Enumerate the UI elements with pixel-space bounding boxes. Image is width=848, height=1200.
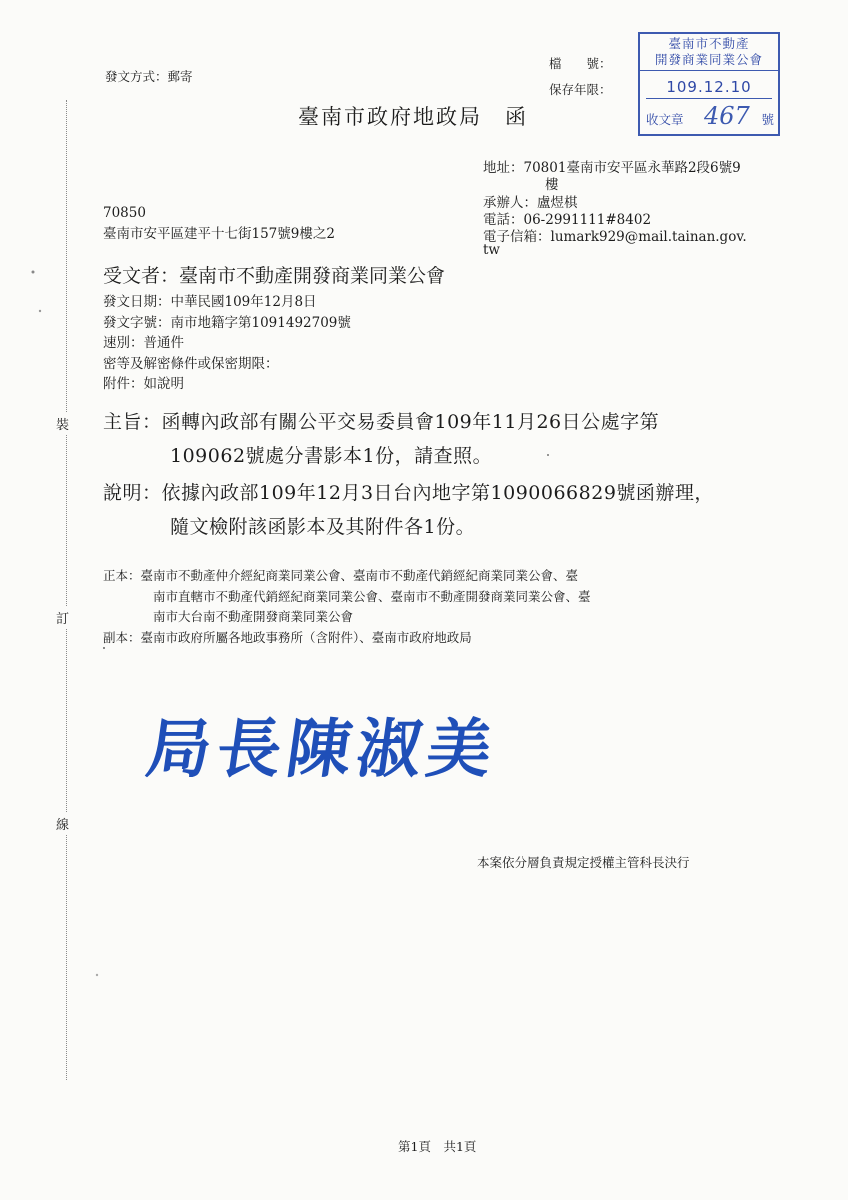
email-line1: 電子信箱：lumark929@mail.tainan.gov.: [483, 229, 747, 245]
binding-char-zhuang: 裝: [56, 412, 69, 435]
explanation-line1: 說明：依據內政部109年12月3日台內地字第1090066829號函辦理，: [103, 482, 714, 504]
recipient: 受文者：臺南市不動產開發商業同業公會: [103, 265, 446, 287]
email-line2: tw: [483, 242, 500, 258]
speck: [547, 454, 549, 456]
stamp-receipt-label: 收文章: [646, 112, 684, 127]
address-line2: 樓: [545, 177, 559, 193]
send-method: 發文方式：郵寄: [105, 69, 193, 84]
binding-char-xian: 線: [56, 812, 69, 835]
binding-char-ding: 訂: [56, 606, 69, 629]
delegation-note: 本案依分層負責規定授權主管科長決行: [477, 855, 690, 870]
document-number: 發文字號：南市地籍字第1091492709號: [103, 315, 351, 331]
attachment: 附件：如說明: [103, 376, 184, 392]
file-number-label: 檔 號：: [549, 56, 612, 71]
stamp-date: 109.12.10: [646, 78, 772, 99]
speed: 速別：普通件: [103, 335, 184, 351]
secrecy: 密等及解密條件或保密期限：: [103, 356, 279, 372]
speck: [96, 974, 98, 976]
stamp-org-line2: 開發商業同業公會: [654, 52, 763, 67]
document-title: 臺南市政府地政局 函: [298, 105, 528, 129]
subject-line1: 主旨：函轉內政部有關公平交易委員會109年11月26日公處字第: [103, 411, 660, 433]
mailing-address: 臺南市安平區建平十七街157號9樓之2: [103, 226, 335, 242]
issue-date: 發文日期：中華民國109年12月8日: [103, 294, 317, 310]
phone: 電話：06-2991111#8402: [483, 212, 652, 228]
speck: [103, 647, 105, 649]
address-line1: 地址：70801臺南市安平區永華路2段6號9: [483, 160, 741, 176]
stamp-hao: 號: [761, 112, 774, 127]
subject-line2: 109062號處分書影本1份，請查照。: [170, 445, 493, 467]
explanation-line2: 隨文檢附該函影本及其附件各1份。: [170, 516, 476, 538]
cc-copy: 副本：臺南市政府所屬各地政事務所（含附件）、臺南市政府地政局: [103, 630, 472, 645]
speck: [39, 310, 41, 312]
cc-main-line3: 南市大台南不動產開發商業同業公會: [153, 609, 354, 624]
cc-main-line2: 南市直轄市不動產代銷經紀商業同業公會、臺南市不動產開發商業同業公會、臺: [153, 589, 591, 604]
speck: [32, 271, 35, 274]
signature-text: 局長陳淑美: [141, 713, 503, 787]
page-footer: 第1頁 共1頁: [398, 1139, 477, 1154]
stamp-receipt-number: 467: [704, 102, 750, 130]
cc-main-line1: 正本：臺南市不動產仲介經紀商業同業公會、臺南市不動產代銷經紀商業同業公會、臺: [103, 568, 579, 583]
retention-label: 保存年限：: [549, 82, 612, 97]
zip-code: 70850: [103, 205, 146, 221]
stamp-org-line1: 臺南市不動產: [668, 36, 750, 51]
handler: 承辦人：盧煜棋: [483, 195, 578, 211]
